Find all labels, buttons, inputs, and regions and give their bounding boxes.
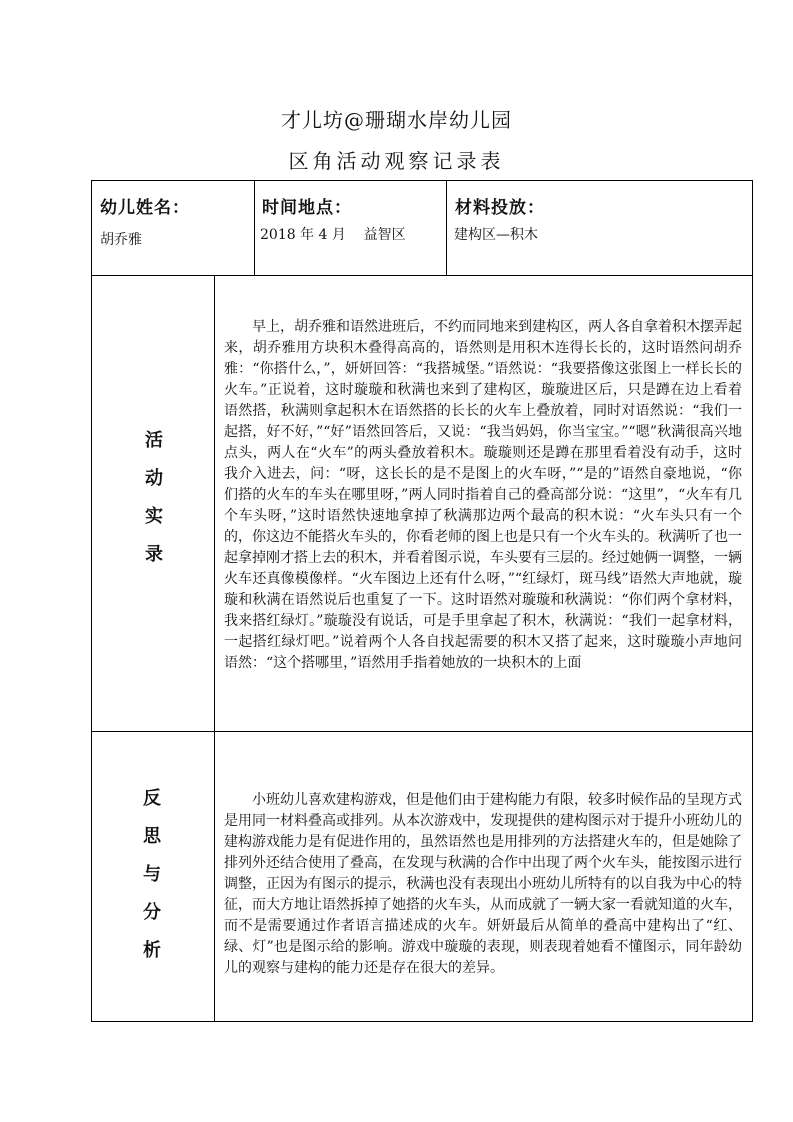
child-name-label: 幼儿姓名： [100,198,190,218]
org-title: 才儿坊@珊瑚水岸幼儿园 [281,108,512,132]
time-place-value: 2018 年 4 月 益智区 [260,227,406,243]
record-label [134,422,174,574]
record-label-char: 录 [145,544,163,565]
analysis-label [132,780,172,970]
time-place-label: 时间地点： [262,198,352,218]
record-text: 早上，胡乔雅和语然进班后，不约而同地来到建构区，两人各自拿着积木摆弄起来，胡乔雅用方块积木叠得高高的，语然则是用积木连得长长的，这时语然问胡乔雅：“你搭什么，”，妍妍回答：“我搭城堡。”语然说：“我要搭像这张图上一样长长的火车。”正说着，这时璇璇和秋满也来到了建构区，璇璇进区后，只是蹲在边上看着语然搭，秋满则拿起积木在语然搭的长长的火车上叠放着，同时对语然说：“我们一起搭，好不好，”“好”语然回答后，又说：“我当妈妈，你当宝宝。”“嗯”秋满很高兴地点头，两人在“火车”的两头叠放着积木。璇璇则还是蹲在那里看着没有动手，这时我介入进去，问：“呀，这长长的是不是图上的火车呀，”“是的”语然自豪地说，“你们搭的火车的车头在哪里呀，”两人同时指着自己的叠高部分说：“这里”，“火车有几个车头呀，”这时语然快速地拿掉了秋满那边两个最高的积木说：“火车头只有一个的，你这边不能搭火车头的，你看老师的图上也是只有一个火车头的。秋满听了也一起拿掉刚才搭上去的积木，并看着图示说，车头要有三层的。经过她俩一调整，一辆火车还真像模像样。“火车图边上还有什么呀，”“红绿灯，斑马线”语然大声地就，璇璇和秋满在语然说后也重复了一下。这时语然对璇璇和秋满说：“你们两个拿材料，我来搭红绿灯。”璇璇没有说话，可是手里拿起了积木，秋满说：“我们一起拿材料，一起搭红绿灯吧。”说着两个人各自找起需要的积木又搭了起来，这时璇璇小声地问语然：“这个搭哪里，”语然用手指着她放的一块积木的上面 [224,319,742,671]
record-content-cell [214,275,753,732]
record-label-char: 实 [145,506,163,527]
analysis-label-char: 分 [143,902,161,923]
analysis-label-cell [91,731,215,1022]
child-name-value: 胡乔雅 [100,232,142,248]
time-place-cell [254,180,447,276]
record-label-char: 动 [145,468,163,489]
record-label-cell [91,275,215,732]
analysis-text: 小班幼儿喜欢建构游戏，但是他们由于建构能力有限，较多时候作品的呈现方式是用同一材料叠高或排列。从本次游戏中，发现提供的建构图示对于提升小班幼儿的建构游戏能力是有促进作用的，虽然语然也是用排列的方法搭建火车的，但是她除了排列外还结合使用了叠高，在发现与秋满的合作中出现了两个火车头，能按图示进行调整，正因为有图示的提示，秋满也没有表现出小班幼儿所特有的以自我为中心的特征，而大方地让语然拆掉了她搭的火车头，从而成就了一辆大家一看就知道的火车，而不是需要通过作者语言描述成的火车。妍妍最后从简单的叠高中建构出了“红、绿、灯”也是图示给的影响。游戏中璇璇的表现，则表现着她看不懂图示，同年龄幼儿的观察与建构的能力还是存在很大的差异。 [224,792,742,976]
analysis-label-char: 析 [143,940,161,961]
analysis-label-char: 思 [143,826,161,847]
analysis-label-char: 反 [143,788,161,809]
child-name-cell [91,180,255,276]
analysis-content-cell [214,731,753,1022]
material-cell [446,180,753,276]
record-label-char: 活 [145,430,163,451]
material-value: 建构区—积木 [454,227,538,243]
analysis-label-char: 与 [143,864,161,885]
material-label: 材料投放： [455,198,545,218]
form-title: 区角活动观察记录表 [288,149,505,173]
